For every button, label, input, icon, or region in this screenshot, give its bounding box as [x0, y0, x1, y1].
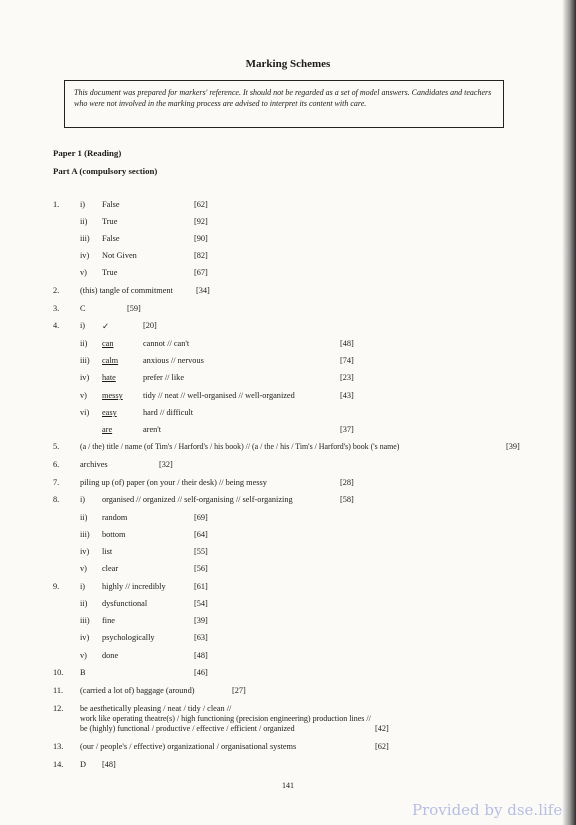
sub-label: v) [80, 564, 87, 573]
mark: [67] [194, 268, 208, 277]
watermark-link[interactable]: Provided by dse.life [412, 801, 563, 819]
answer: Not Given [102, 251, 137, 260]
mark: [56] [194, 564, 208, 573]
answer: prefer // like [143, 373, 185, 382]
question-number: 14. [53, 760, 64, 769]
answer: D [80, 760, 86, 769]
sub-label: i) [80, 200, 86, 209]
sub-label: i) [80, 582, 86, 591]
answer: C [80, 304, 86, 313]
answer: psychologically [102, 633, 155, 642]
sub-label: iv) [80, 251, 90, 260]
sub-label: vi) [80, 408, 90, 417]
question-number: 1. [53, 200, 60, 209]
mark: [48] [194, 651, 208, 660]
answer: (carried a lot of) baggage (around) [80, 686, 195, 695]
sub-label: iv) [80, 373, 90, 382]
answer: aren't [143, 425, 162, 434]
question-number: 10. [53, 668, 64, 677]
scanned-page-edge [562, 0, 576, 825]
sub-label: v) [80, 651, 87, 660]
answer-line: be aesthetically pleasing / neat / tidy / clean // [80, 704, 232, 713]
mark: [59] [127, 304, 141, 313]
question-number: 12. [53, 704, 64, 713]
mark: [55] [194, 547, 208, 556]
question-number: 6. [53, 460, 60, 469]
notice-box: This document was prepared for markers' reference. It should not be regarded as a set of model answers. Candidates and teachers who were not involved in the marking process are advised to interpret its content with care. [64, 80, 504, 128]
mark: [39] [194, 616, 208, 625]
answer: anxious // nervous [143, 356, 204, 365]
original-word: are [102, 425, 113, 434]
answer: (our / people's / effective) organizational / organisational systems [80, 742, 297, 751]
question-number: 13. [53, 742, 64, 751]
answer-line: work like operating theatre(s) / high functioning (precision engineering) production lines // [80, 714, 371, 723]
answer: piling up (of) paper (on your / their desk) // being messy [80, 478, 267, 487]
mark: [74] [340, 356, 354, 365]
question-number: 7. [53, 478, 60, 487]
answer: False [102, 200, 120, 209]
original-word: can [102, 339, 114, 348]
answer: B [80, 668, 86, 677]
answer: True [102, 268, 118, 277]
answer: cannot // can't [143, 339, 190, 348]
mark: [42] [375, 724, 389, 733]
answer: bottom [102, 530, 126, 539]
mark: [69] [194, 513, 208, 522]
mark: [54] [194, 599, 208, 608]
part-heading: Part A (compulsory section) [53, 166, 158, 176]
answer: highly // incredibly [102, 582, 166, 591]
sub-label: iii) [80, 530, 90, 539]
original-word: hate [102, 373, 116, 382]
sub-label: iii) [80, 356, 90, 365]
question-number: 8. [53, 495, 60, 504]
sub-label: iv) [80, 633, 90, 642]
mark: [64] [194, 530, 208, 539]
mark: [20] [143, 321, 157, 330]
question-number: 9. [53, 582, 60, 591]
question-number: 3. [53, 304, 60, 313]
question-number: 5. [53, 442, 60, 451]
sub-label: v) [80, 268, 87, 277]
mark: [46] [194, 668, 208, 677]
mark: [23] [340, 373, 354, 382]
mark: [28] [340, 478, 354, 487]
question-number: 2. [53, 286, 60, 295]
mark: [58] [340, 495, 354, 504]
answer: tidy // neat // well-organised // well-organized [143, 391, 295, 400]
sub-label: ii) [80, 217, 88, 226]
answer: True [102, 217, 118, 226]
sub-label: iv) [80, 547, 90, 556]
answer: random [102, 513, 128, 522]
mark: [82] [194, 251, 208, 260]
mark: [39] [506, 442, 520, 451]
original-word: messy [102, 391, 123, 400]
sub-label: ii) [80, 599, 88, 608]
mark: [61] [194, 582, 208, 591]
answer-line: be (highly) functional / productive / effective / efficient / organized [80, 724, 295, 733]
mark: [37] [340, 425, 354, 434]
page-number: 141 [282, 781, 294, 790]
answer: (a / the) title / name (of Tim's / Harford's / his book) // (a / the / his / Tim's / Harford's) book ('s name) [80, 442, 400, 451]
original-word: calm [102, 356, 119, 365]
paper-heading: Paper 1 (Reading) [53, 148, 122, 158]
check-mark: ✓ [102, 322, 109, 331]
mark: [90] [194, 234, 208, 243]
mark: [62] [194, 200, 208, 209]
answer: False [102, 234, 120, 243]
mark: [27] [232, 686, 246, 695]
answer: done [102, 651, 119, 660]
mark: [43] [340, 391, 354, 400]
answer: clear [102, 564, 119, 573]
sub-label: i) [80, 495, 86, 504]
answer: list [102, 547, 113, 556]
mark: [34] [196, 286, 210, 295]
mark: [62] [375, 742, 389, 751]
mark: [48] [102, 760, 116, 769]
answer: fine [102, 616, 115, 625]
sub-label: i) [80, 321, 86, 330]
question-number: 4. [53, 321, 60, 330]
mark: [32] [159, 460, 173, 469]
answer: dysfunctional [102, 599, 148, 608]
answer: organised // organized // self-organising // self-organizing [102, 495, 293, 504]
mark: [92] [194, 217, 208, 226]
answer: archives [80, 460, 108, 469]
sub-label: v) [80, 391, 87, 400]
mark: [48] [340, 339, 354, 348]
sub-label: ii) [80, 339, 88, 348]
question-number: 11. [53, 686, 64, 695]
original-word: easy [102, 408, 117, 417]
answer: hard // difficult [143, 408, 194, 417]
page-title: Marking Schemes [245, 58, 331, 70]
sub-label: iii) [80, 616, 90, 625]
answer: (this) tangle of commitment [80, 286, 173, 295]
mark: [63] [194, 633, 208, 642]
sub-label: ii) [80, 513, 88, 522]
sub-label: iii) [80, 234, 90, 243]
